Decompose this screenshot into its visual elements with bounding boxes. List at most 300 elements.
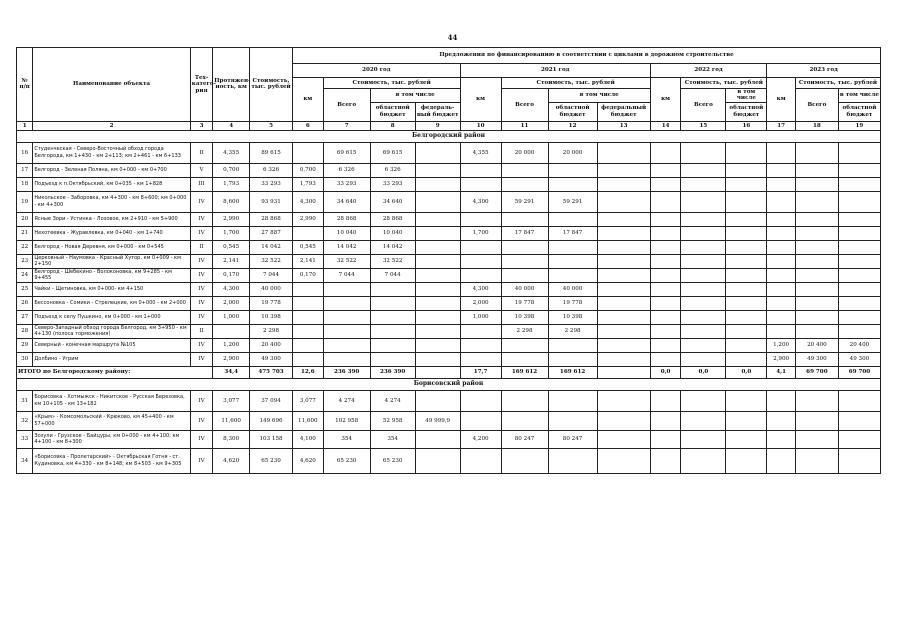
header-cost-2020: Стоимость, тыс. рублей <box>323 78 460 89</box>
total-t21: 169 612 <box>501 366 548 378</box>
value-t23 <box>795 390 838 411</box>
value-t23 <box>795 240 838 254</box>
value-km21 <box>460 212 501 226</box>
value-km20: 3,077 <box>293 390 324 411</box>
col-number: 7 <box>323 121 370 130</box>
category: IV <box>190 352 212 366</box>
value-r20 <box>370 310 415 324</box>
value-km21 <box>460 390 501 411</box>
table-row <box>17 226 881 240</box>
table-row <box>17 268 881 282</box>
value-f21 <box>597 163 650 177</box>
value-r22 <box>726 240 767 254</box>
length <box>213 324 250 338</box>
value-km23 <box>767 268 796 282</box>
value-t23 <box>795 177 838 191</box>
value-r21 <box>548 338 597 352</box>
value-t21 <box>501 177 548 191</box>
value-f21 <box>597 296 650 310</box>
value-f20 <box>415 390 460 411</box>
value-r23 <box>838 282 880 296</box>
value-r20: 7 044 <box>370 268 415 282</box>
value-f20 <box>415 268 460 282</box>
value-f21 <box>597 448 650 473</box>
value-f20 <box>415 240 460 254</box>
category: IV <box>190 191 212 212</box>
value-r22 <box>726 191 767 212</box>
value-t21 <box>501 254 548 268</box>
object-name: Чайки - Щетиновка, км 0+000- км 4+150 <box>33 282 190 296</box>
value-r22 <box>726 390 767 411</box>
value-f21 <box>597 324 650 338</box>
value-f20 <box>415 310 460 324</box>
value-km22 <box>650 324 681 338</box>
value-r23: 20 400 <box>838 338 880 352</box>
category: IV <box>190 282 212 296</box>
row-number: 23 <box>17 254 33 268</box>
value-km21: 4,300 <box>460 282 501 296</box>
value-km23 <box>767 411 796 430</box>
col-number: 5 <box>250 121 293 130</box>
object-name: «Борисовка - Пролетарский» - Октябрьская Готня - ст. Кудиновка, км 4+330 - км 8+148; км 8+503 - км 9+305 <box>33 448 190 473</box>
value-km22 <box>650 310 681 324</box>
value-t21 <box>501 352 548 366</box>
value-t23 <box>795 282 838 296</box>
value-km21 <box>460 240 501 254</box>
object-name: Ясные Зори - Устинка - Лозовое, км 2+910 - км 5+900 <box>33 212 190 226</box>
value-r22 <box>726 296 767 310</box>
length: 0,170 <box>213 268 250 282</box>
value-km23: 2,900 <box>767 352 796 366</box>
value-t21: 80 247 <box>501 430 548 448</box>
length: 1,793 <box>213 177 250 191</box>
col-number: 3 <box>190 121 212 130</box>
value-f21 <box>597 212 650 226</box>
value-r21 <box>548 163 597 177</box>
value-f20 <box>415 226 460 240</box>
value-t22 <box>681 212 726 226</box>
value-km21: 1,700 <box>460 226 501 240</box>
total-f21 <box>597 366 650 378</box>
value-t22 <box>681 411 726 430</box>
row-number: 30 <box>17 352 33 366</box>
value-f20 <box>415 296 460 310</box>
value-r21: 40 000 <box>548 282 597 296</box>
row-number: 19 <box>17 191 33 212</box>
value-r21: 2 298 <box>548 324 597 338</box>
value-t23 <box>795 411 838 430</box>
length: 8,600 <box>213 191 250 212</box>
value-t21: 2 298 <box>501 324 548 338</box>
value-r23 <box>838 411 880 430</box>
category: IV <box>190 254 212 268</box>
value-r22 <box>726 282 767 296</box>
length: 1,700 <box>213 226 250 240</box>
value-t20: 4 274 <box>323 390 370 411</box>
total-cost: 475 703 <box>250 366 293 378</box>
col-number: 9 <box>415 121 460 130</box>
row-number: 25 <box>17 282 33 296</box>
value-km23 <box>767 324 796 338</box>
table-row <box>17 191 881 212</box>
value-r21 <box>548 411 597 430</box>
object-name: Борисовка - Хотмыжск - Никитское - Русская Березовка, км 10+105 - км 13+182 <box>33 390 190 411</box>
value-km22 <box>650 282 681 296</box>
value-r20: 32 522 <box>370 254 415 268</box>
value-t21 <box>501 163 548 177</box>
table-body <box>17 130 881 473</box>
category: IV <box>190 296 212 310</box>
value-r22 <box>726 411 767 430</box>
value-f20 <box>415 338 460 352</box>
value-f20 <box>415 163 460 177</box>
object-name: Нехотеевка - Журавлевка, км 0+040 - км 1+740 <box>33 226 190 240</box>
value-r20: 354 <box>370 430 415 448</box>
table-row <box>17 212 881 226</box>
value-r23 <box>838 296 880 310</box>
col-number: 18 <box>795 121 838 130</box>
value-r20: 10 040 <box>370 226 415 240</box>
row-number: 31 <box>17 390 33 411</box>
value-t23 <box>795 226 838 240</box>
header-name: Наименование объекта <box>33 48 190 122</box>
value-km23 <box>767 142 796 163</box>
length: 2,141 <box>213 254 250 268</box>
value-km23 <box>767 448 796 473</box>
value-km20 <box>293 296 324 310</box>
value-km23 <box>767 226 796 240</box>
category: IV <box>190 430 212 448</box>
value-t22 <box>681 240 726 254</box>
value-t23: 49 300 <box>795 352 838 366</box>
value-km22 <box>650 226 681 240</box>
total-r23: 69 700 <box>838 366 880 378</box>
table-row <box>17 282 881 296</box>
value-km23 <box>767 282 796 296</box>
value-r23 <box>838 430 880 448</box>
value-r21 <box>548 177 597 191</box>
value-r20: 33 293 <box>370 177 415 191</box>
value-f20 <box>415 254 460 268</box>
value-r22 <box>726 226 767 240</box>
object-name: Долбино - Угрим <box>33 352 190 366</box>
value-t23 <box>795 142 838 163</box>
value-r20: 52 958 <box>370 411 415 430</box>
value-r23 <box>838 268 880 282</box>
value-t23 <box>795 310 838 324</box>
length: 2,000 <box>213 296 250 310</box>
cost: 65 230 <box>250 448 293 473</box>
value-km21 <box>460 254 501 268</box>
section-row <box>17 378 881 390</box>
total-f20 <box>415 366 460 378</box>
object-name: Белгород - Шебекино - Волоконовка, км 9+285 - км 9+455 <box>33 268 190 282</box>
total-r22: 0,0 <box>726 366 767 378</box>
value-t20: 28 868 <box>323 212 370 226</box>
value-t21: 40 000 <box>501 282 548 296</box>
value-f21 <box>597 177 650 191</box>
value-t20 <box>323 324 370 338</box>
section-title: Борисовский район <box>17 378 881 390</box>
value-t21 <box>501 411 548 430</box>
cost: 27 887 <box>250 226 293 240</box>
value-km20 <box>293 352 324 366</box>
value-t20: 34 640 <box>323 191 370 212</box>
value-r23 <box>838 142 880 163</box>
col-number: 17 <box>767 121 796 130</box>
value-t22 <box>681 324 726 338</box>
value-t23 <box>795 430 838 448</box>
value-km22 <box>650 177 681 191</box>
value-f21 <box>597 240 650 254</box>
value-t20: 10 040 <box>323 226 370 240</box>
length: 2,900 <box>213 352 250 366</box>
category: II <box>190 142 212 163</box>
value-t22 <box>681 430 726 448</box>
category: IV <box>190 226 212 240</box>
total-t23: 69 700 <box>795 366 838 378</box>
value-f21 <box>597 282 650 296</box>
value-f21 <box>597 411 650 430</box>
value-r22 <box>726 324 767 338</box>
header-regional-2023: областной бюджет <box>838 102 880 121</box>
col-number: 8 <box>370 121 415 130</box>
value-km20 <box>293 310 324 324</box>
total-r21: 169 612 <box>548 366 597 378</box>
value-km23 <box>767 240 796 254</box>
value-km21: 2,000 <box>460 296 501 310</box>
length: 4,620 <box>213 448 250 473</box>
header-incl-2021: в том числе <box>548 89 650 103</box>
row-number: 16 <box>17 142 33 163</box>
value-r23 <box>838 390 880 411</box>
cost: 93 931 <box>250 191 293 212</box>
value-r23 <box>838 212 880 226</box>
value-t21: 20 000 <box>501 142 548 163</box>
value-t22 <box>681 268 726 282</box>
value-km21 <box>460 324 501 338</box>
value-km22 <box>650 254 681 268</box>
cost: 7 044 <box>250 268 293 282</box>
table-row <box>17 296 881 310</box>
value-t20 <box>323 282 370 296</box>
table-header <box>17 48 881 131</box>
value-t22 <box>681 352 726 366</box>
value-r21: 20 000 <box>548 142 597 163</box>
value-km20: 2,141 <box>293 254 324 268</box>
length: 8,300 <box>213 430 250 448</box>
value-km23 <box>767 390 796 411</box>
value-r23 <box>838 254 880 268</box>
value-r23 <box>838 163 880 177</box>
cost: 33 293 <box>250 177 293 191</box>
value-r23 <box>838 240 880 254</box>
col-number: 15 <box>681 121 726 130</box>
value-t22 <box>681 448 726 473</box>
value-r23 <box>838 191 880 212</box>
header-total-2023: Всего <box>795 89 838 122</box>
table-row <box>17 338 881 352</box>
value-t21: 17 847 <box>501 226 548 240</box>
header-federal-2020: федераль-ный бюджет <box>415 102 460 121</box>
cost: 89 615 <box>250 142 293 163</box>
value-km20: 4,300 <box>293 191 324 212</box>
value-f20 <box>415 352 460 366</box>
table-row <box>17 177 881 191</box>
value-f20 <box>415 448 460 473</box>
row-number: 17 <box>17 163 33 177</box>
value-km20: 1,793 <box>293 177 324 191</box>
table-row <box>17 324 881 338</box>
header-cost-2022: Стоимость, тыс. рублей <box>681 78 767 89</box>
value-t22 <box>681 310 726 324</box>
value-r21 <box>548 212 597 226</box>
col-number: 12 <box>548 121 597 130</box>
value-t20 <box>323 338 370 352</box>
value-r21 <box>548 268 597 282</box>
header-km-2022: км <box>650 78 681 122</box>
total-t20: 236 390 <box>323 366 370 378</box>
value-km20 <box>293 282 324 296</box>
row-number: 26 <box>17 296 33 310</box>
value-km22 <box>650 240 681 254</box>
header-cost-2021: Стоимость, тыс. рублей <box>501 78 650 89</box>
header-total-2021: Всего <box>501 89 548 122</box>
value-t21 <box>501 212 548 226</box>
value-km22 <box>650 191 681 212</box>
value-r23 <box>838 226 880 240</box>
value-f21 <box>597 226 650 240</box>
value-km21 <box>460 338 501 352</box>
value-f21 <box>597 390 650 411</box>
row-number: 18 <box>17 177 33 191</box>
value-km22 <box>650 296 681 310</box>
value-r23 <box>838 448 880 473</box>
cost: 10 398 <box>250 310 293 324</box>
total-r20: 236 390 <box>370 366 415 378</box>
value-t22 <box>681 296 726 310</box>
value-r20: 34 640 <box>370 191 415 212</box>
value-f20: 49 999,9 <box>415 411 460 430</box>
object-name: Северо-Западный обход города Белгород, км 3+950 - км 4+130 (полоса торможения) <box>33 324 190 338</box>
value-t22 <box>681 177 726 191</box>
table-row <box>17 310 881 324</box>
table-row <box>17 448 881 473</box>
value-km20 <box>293 324 324 338</box>
category: IV <box>190 212 212 226</box>
length: 1,200 <box>213 338 250 352</box>
value-r22 <box>726 268 767 282</box>
value-km22 <box>650 163 681 177</box>
total-km20: 12,6 <box>293 366 324 378</box>
section-title: Белгородский район <box>17 130 881 142</box>
header-km-2023: км <box>767 78 796 122</box>
table-row <box>17 254 881 268</box>
cost: 49 300 <box>250 352 293 366</box>
cost: 32 522 <box>250 254 293 268</box>
value-t20: 6 326 <box>323 163 370 177</box>
value-km22 <box>650 448 681 473</box>
row-number: 21 <box>17 226 33 240</box>
value-km21: 4,200 <box>460 430 501 448</box>
cost: 37 094 <box>250 390 293 411</box>
header-year-2023: 2023 год <box>767 64 881 78</box>
header-year-2021: 2021 год <box>460 64 650 78</box>
cost: 28 868 <box>250 212 293 226</box>
value-km20 <box>293 142 324 163</box>
value-km22 <box>650 390 681 411</box>
value-r22 <box>726 177 767 191</box>
value-km20: 0,170 <box>293 268 324 282</box>
col-number: 11 <box>501 121 548 130</box>
value-r22 <box>726 163 767 177</box>
value-f21 <box>597 352 650 366</box>
value-r21 <box>548 448 597 473</box>
table-row <box>17 163 881 177</box>
object-name: Бессоновка - Сомики - Стрелецкие, км 0+000 - км 2+000 <box>33 296 190 310</box>
value-t20: 354 <box>323 430 370 448</box>
cost: 2 298 <box>250 324 293 338</box>
length: 2,990 <box>213 212 250 226</box>
value-t22 <box>681 254 726 268</box>
value-r21: 17 847 <box>548 226 597 240</box>
header-incl-2020: в том числе <box>370 89 460 103</box>
total-row <box>17 366 881 378</box>
value-r23: 49 300 <box>838 352 880 366</box>
row-number: 28 <box>17 324 33 338</box>
value-t23 <box>795 324 838 338</box>
value-km23 <box>767 177 796 191</box>
row-number: 22 <box>17 240 33 254</box>
value-r20: 6 326 <box>370 163 415 177</box>
value-km21 <box>460 163 501 177</box>
category: II <box>190 240 212 254</box>
value-t23 <box>795 254 838 268</box>
header-total-2020: Всего <box>323 89 370 122</box>
value-f20 <box>415 324 460 338</box>
value-t20: 33 293 <box>323 177 370 191</box>
value-r21: 10 398 <box>548 310 597 324</box>
col-number: 6 <box>293 121 324 130</box>
category: IV <box>190 448 212 473</box>
total-km22: 0,0 <box>650 366 681 378</box>
value-km20: 2,990 <box>293 212 324 226</box>
category: IV <box>190 268 212 282</box>
header-km-2020: км <box>293 78 324 122</box>
value-t20 <box>323 310 370 324</box>
section-row <box>17 130 881 142</box>
value-t23 <box>795 448 838 473</box>
length: 4,355 <box>213 142 250 163</box>
header-financing: Предложения по финансированию в соответствии с циклами в дорожном строительстве <box>293 48 881 64</box>
category: II <box>190 324 212 338</box>
value-km20: 0,700 <box>293 163 324 177</box>
value-t21 <box>501 390 548 411</box>
header-incl-2023: в том числе <box>838 89 880 103</box>
value-km20 <box>293 338 324 352</box>
header-incl-2022: в том числе <box>726 89 767 103</box>
value-km20 <box>293 226 324 240</box>
value-t20: 14 042 <box>323 240 370 254</box>
value-km21: 1,000 <box>460 310 501 324</box>
value-t22 <box>681 163 726 177</box>
value-km22 <box>650 268 681 282</box>
value-km21 <box>460 268 501 282</box>
table-row <box>17 240 881 254</box>
value-r23 <box>838 177 880 191</box>
object-name: Церковный - Наумовка - Красный Хутор, км 0+009 - км 2+150 <box>33 254 190 268</box>
value-r22 <box>726 352 767 366</box>
